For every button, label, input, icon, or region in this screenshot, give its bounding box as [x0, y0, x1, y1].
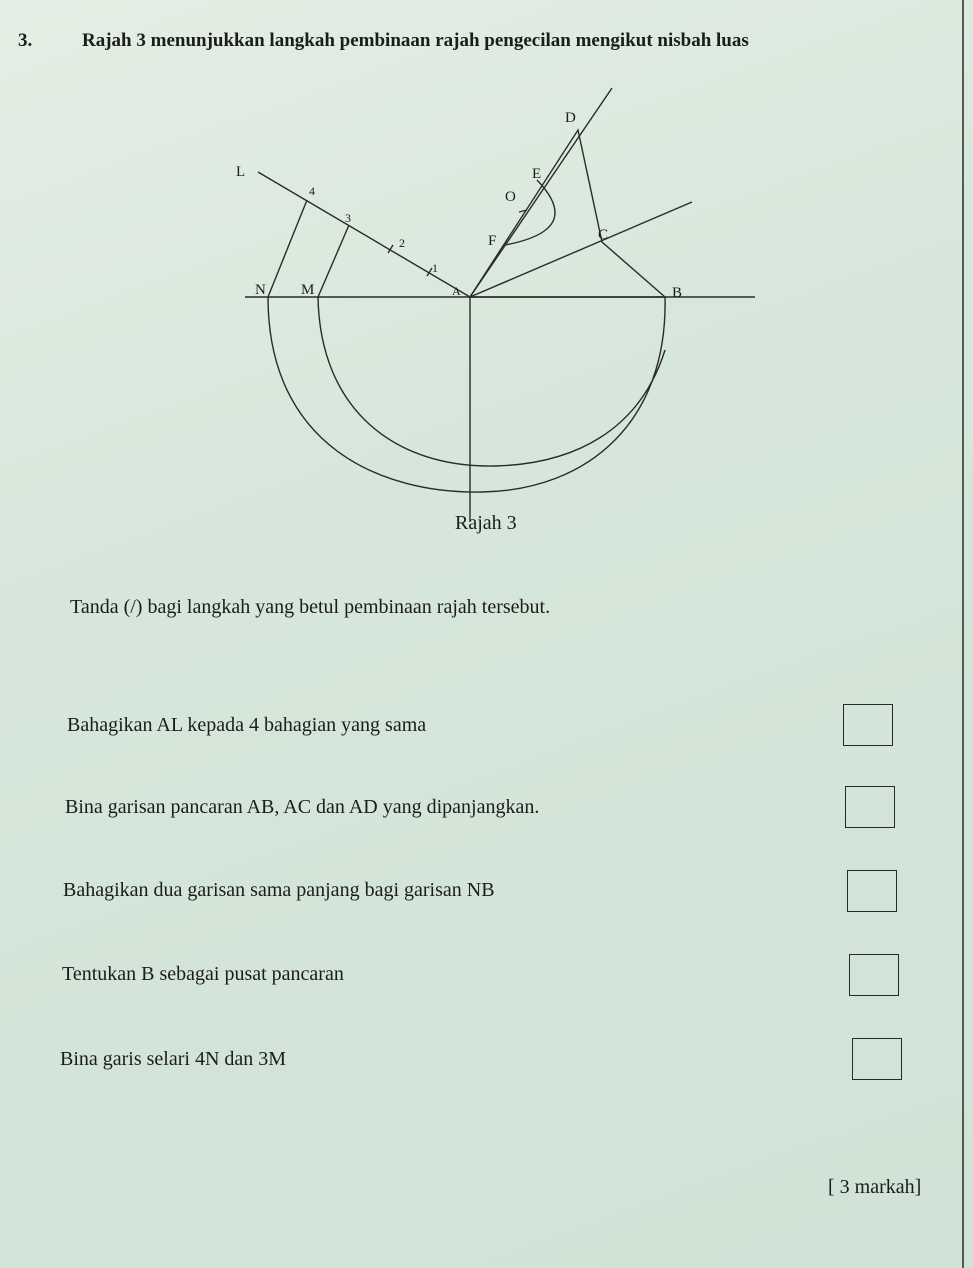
label-D: D — [565, 110, 576, 126]
semicircle-large — [268, 297, 665, 492]
construction-diagram — [0, 0, 973, 560]
option-3-checkbox[interactable] — [847, 870, 897, 912]
line-3M — [318, 225, 349, 297]
line-AL — [258, 172, 470, 297]
option-3-text: Bahagikan dua garisan sama panjang bagi garisan NB — [63, 879, 495, 901]
label-3: 3 — [345, 211, 351, 225]
option-4-text: Tentukan B sebagai pusat pancaran — [62, 963, 344, 985]
label-L: L — [236, 164, 246, 180]
ray-AC — [470, 202, 692, 297]
marks-label: [ 3 markah] — [828, 1176, 922, 1198]
label-M: M — [301, 282, 315, 298]
label-C: C — [598, 227, 609, 243]
question-number: 3. — [18, 30, 33, 51]
label-F: F — [488, 233, 497, 249]
label-B: B — [672, 285, 683, 301]
option-2-text: Bina garisan pancaran AB, AC dan AD yang dipanjangkan. — [65, 796, 540, 818]
label-2: 2 — [399, 236, 405, 250]
figure-caption: Rajah 3 — [455, 512, 517, 534]
option-1-checkbox[interactable] — [843, 704, 893, 746]
label-1: 1 — [432, 261, 438, 275]
option-5-text: Bina garis selari 4N dan 3M — [60, 1048, 287, 1070]
option-5-checkbox[interactable] — [852, 1038, 902, 1080]
label-A: A — [452, 284, 461, 298]
question-text: Rajah 3 menunjukkan langkah pembinaan rajah pengecilan mengikut nisbah luas — [82, 30, 749, 51]
instruction-text: Tanda (/) bagi langkah yang betul pembinaan rajah tersebut. — [70, 596, 551, 618]
label-N: N — [255, 282, 266, 298]
semicircle-small — [318, 297, 665, 466]
shape-ABCD — [470, 130, 665, 297]
label-E: E — [532, 166, 542, 182]
option-1-text: Bahagikan AL kepada 4 bahagian yang sama — [67, 714, 427, 736]
option-2-checkbox[interactable] — [845, 786, 895, 828]
option-4-checkbox[interactable] — [849, 954, 899, 996]
label-O: O — [505, 189, 516, 205]
label-4: 4 — [309, 184, 315, 198]
